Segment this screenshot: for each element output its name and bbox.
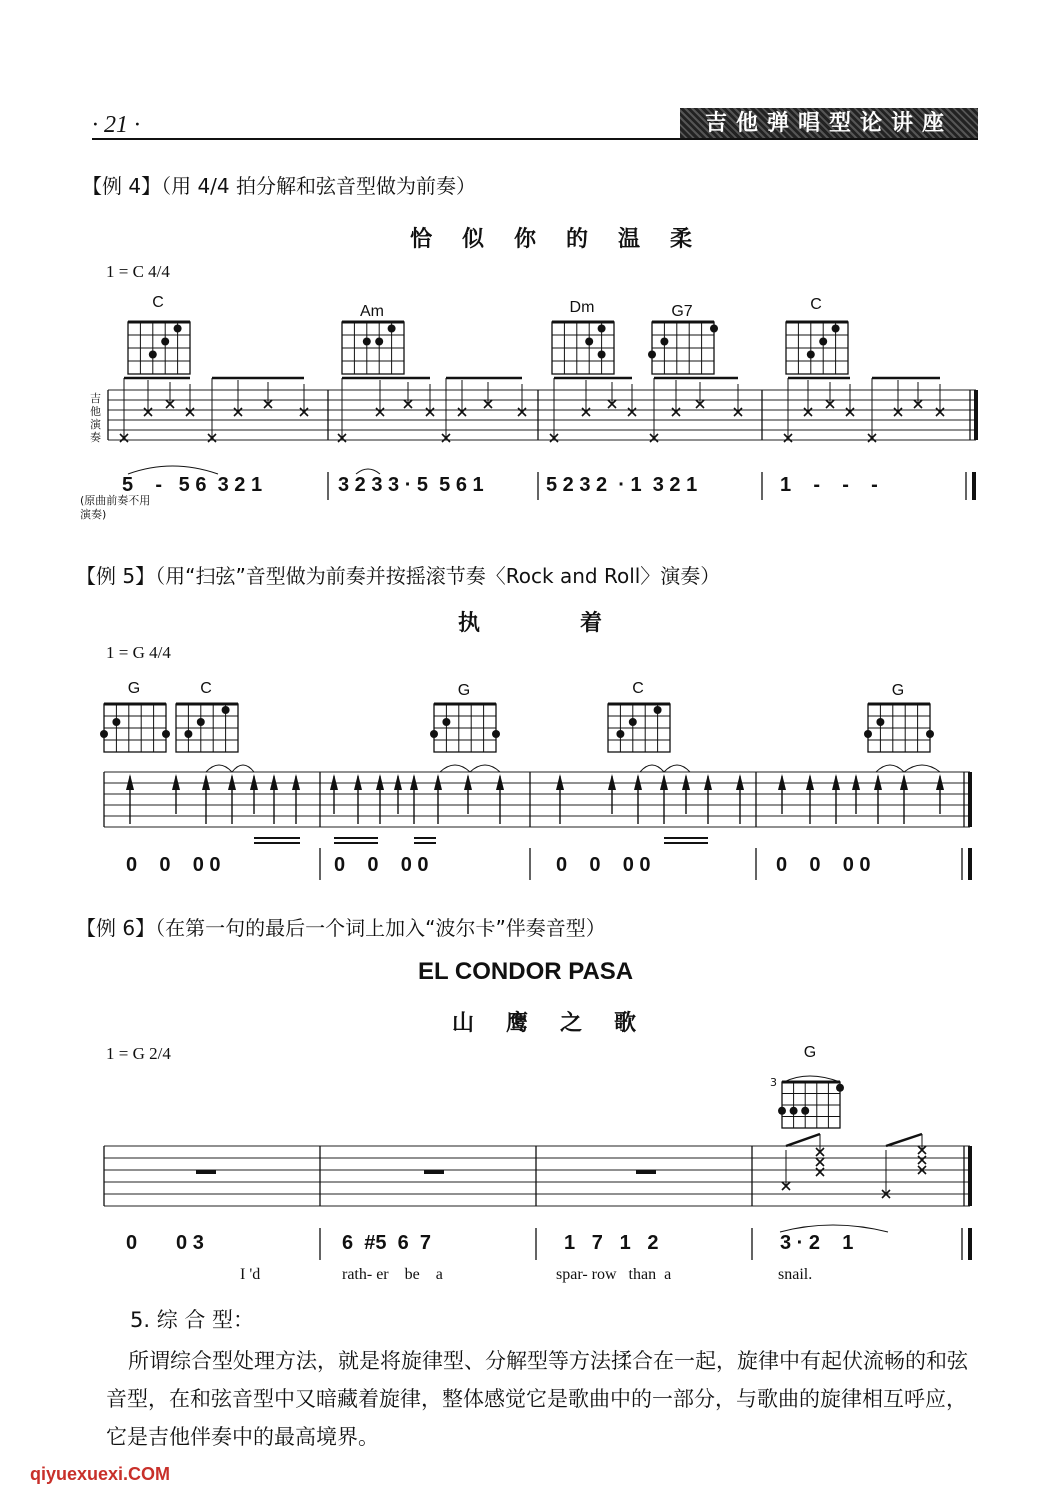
example4-note: (原曲前奏不用演奏) [80, 494, 151, 521]
jianpu-measure: 0 0 0 0 [334, 854, 429, 876]
jianpu-measure: 1 7 1 2 [564, 1232, 659, 1254]
example4-song-title: 恰似你的温柔 [410, 227, 723, 252]
tab-beam [786, 1134, 820, 1146]
chord-name: G [457, 682, 471, 699]
lyric: rath- er be a [342, 1266, 443, 1283]
chord-name: G [803, 1044, 817, 1061]
lyric: I 'd [240, 1266, 261, 1283]
example5-label: 【例 5】（用“扫弦”音型做为前奏并按摇滚节奏〈Rock and Roll〉演奏） [76, 564, 721, 588]
jianpu-measure: 1 - - - [780, 474, 878, 496]
chord-name: Am [360, 303, 384, 320]
staff-label: 吉他演奏 [90, 392, 101, 444]
chord-name: C [810, 296, 822, 313]
lyric: snail. [778, 1266, 813, 1283]
fret-marker: 3 [770, 1076, 777, 1089]
tab-note-x [816, 1168, 824, 1176]
jianpu-measure: 3 · 2 1 [780, 1232, 854, 1254]
chord-name: G [127, 680, 141, 697]
slur [780, 1225, 888, 1232]
chord-name: C [200, 680, 212, 697]
jianpu-measure: 0 0 3 [126, 1232, 204, 1254]
chord-name: Dm [569, 299, 595, 316]
watermark: qiyuexuexi.COM [30, 1464, 171, 1484]
example5-song-title: 执着 [458, 611, 703, 636]
chord-name: C [632, 680, 644, 697]
book-title-banner: 吉他弹唱型论讲座 [680, 108, 978, 140]
chord-name: G [891, 682, 905, 699]
chord-name: C [152, 294, 164, 311]
example6-song-title: 山鹰之歌 [452, 1011, 669, 1036]
example4-label: 【例 4】（用 4/4 拍分解和弦音型做为前奏） [82, 174, 476, 198]
section-heading: 5. 综 合 型： [130, 1308, 255, 1332]
jianpu-measure: 3 2 3 3 · 5 5 6 1 [338, 474, 484, 496]
example4-key: 1 = C 4/4 [106, 262, 170, 281]
whole-rest [196, 1170, 216, 1174]
jianpu-measure: 6 #5 6 7 [342, 1232, 431, 1254]
page-number: · 21 · [92, 112, 140, 138]
example6-key: 1 = G 2/4 [106, 1044, 171, 1063]
chord-name: G7 [671, 303, 693, 320]
example5-key: 1 = G 4/4 [106, 643, 171, 662]
tab-beam [886, 1134, 922, 1146]
whole-rest [636, 1170, 656, 1174]
jianpu-measure: 5 2 3 2 · 1 3 2 1 [546, 474, 698, 496]
tab-note-x [816, 1158, 824, 1166]
tab-note-x [918, 1156, 926, 1164]
jianpu-measure: 0 0 0 0 [126, 854, 221, 876]
lyric: spar- row than a [556, 1266, 672, 1283]
jianpu-measure: 5 - 5 6 3 2 1 [122, 474, 263, 496]
example6-english-title: EL CONDOR PASA [418, 958, 634, 985]
jianpu-measure: 0 0 0 0 [556, 854, 651, 876]
section-paragraph: 所谓综合型处理方法，就是将旋律型、分解型等方法揉合在一起，旋律中有起伏流畅的和弦音型，在和弦音型中又暗藏着旋律，整体感觉它是歌曲中的一部分，与歌曲的旋律相互呼应，它是吉他伴奏中的最高境界。 [106, 1349, 968, 1449]
whole-rest [424, 1170, 444, 1174]
barre-arc [784, 1076, 840, 1082]
jianpu-measure: 0 0 0 0 [776, 854, 871, 876]
example6-label: 【例 6】（在第一句的最后一个词上加入“波尔卡”伴奏音型） [76, 916, 606, 940]
